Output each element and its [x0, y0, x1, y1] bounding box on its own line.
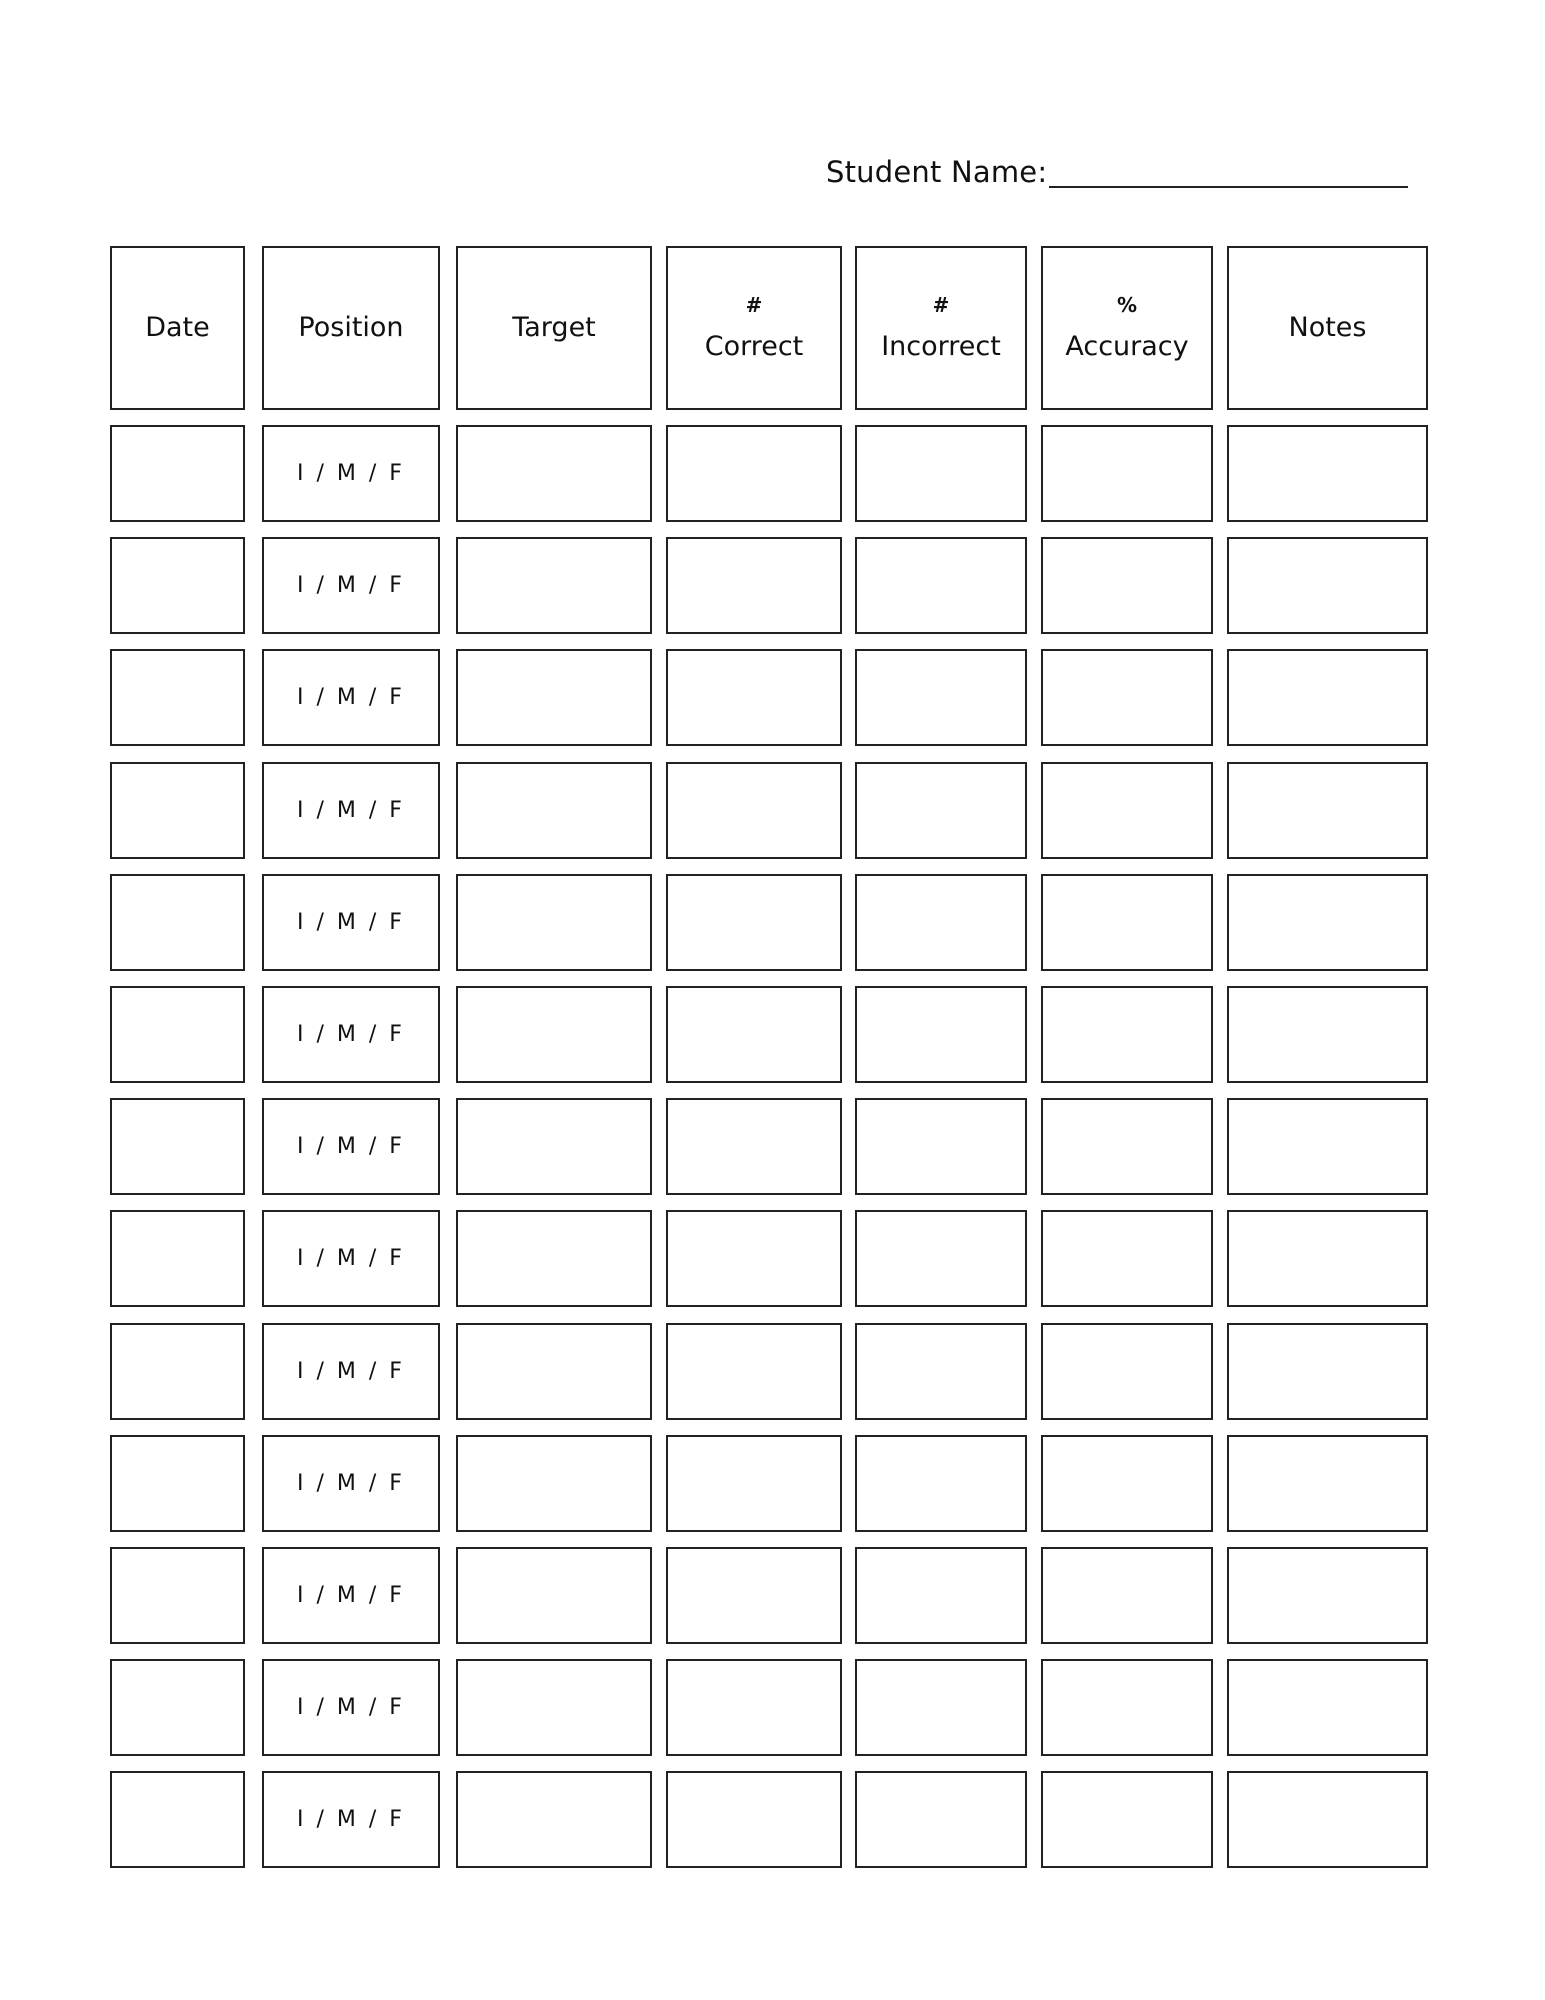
cell-incorrect[interactable] [855, 537, 1027, 634]
cell-date[interactable] [110, 1435, 245, 1532]
cell-date[interactable] [110, 762, 245, 859]
cell-notes[interactable] [1227, 1435, 1428, 1532]
header-accuracy [1041, 246, 1213, 410]
cell-accuracy[interactable] [1041, 537, 1213, 634]
cell-date[interactable] [110, 537, 245, 634]
cell-target[interactable] [456, 986, 652, 1083]
cell-target[interactable] [456, 537, 652, 634]
cell-date[interactable] [110, 1659, 245, 1756]
cell-accuracy[interactable] [1041, 874, 1213, 971]
position-options: I / M / F [297, 685, 405, 710]
cell-accuracy[interactable] [1041, 986, 1213, 1083]
cell-notes[interactable] [1227, 649, 1428, 746]
cell-date[interactable] [110, 986, 245, 1083]
cell-accuracy[interactable] [1041, 1323, 1213, 1420]
header-correct-symbol: # [745, 292, 763, 317]
student-name-label: Student Name: [826, 155, 1048, 189]
cell-position[interactable] [262, 425, 440, 522]
cell-incorrect[interactable] [855, 1210, 1027, 1307]
position-options: I / M / F [297, 798, 405, 823]
cell-incorrect[interactable] [855, 1435, 1027, 1532]
cell-date[interactable] [110, 874, 245, 971]
cell-incorrect[interactable] [855, 874, 1027, 971]
position-options: I / M / F [297, 1471, 405, 1496]
cell-correct[interactable] [666, 425, 842, 522]
cell-target[interactable] [456, 1771, 652, 1868]
cell-incorrect[interactable] [855, 762, 1027, 859]
cell-correct[interactable] [666, 1435, 842, 1532]
cell-correct[interactable] [666, 1771, 842, 1868]
cell-incorrect[interactable] [855, 649, 1027, 746]
position-options: I / M / F [297, 1022, 405, 1047]
cell-notes[interactable] [1227, 1659, 1428, 1756]
position-options: I / M / F [297, 1695, 405, 1720]
position-options: I / M / F [297, 461, 405, 486]
cell-correct[interactable] [666, 1210, 842, 1307]
cell-date[interactable] [110, 1210, 245, 1307]
cell-notes[interactable] [1227, 1210, 1428, 1307]
cell-position[interactable] [262, 1098, 440, 1195]
header-position [262, 246, 440, 410]
position-options: I / M / F [297, 1359, 405, 1384]
cell-date[interactable] [110, 1547, 245, 1644]
cell-position[interactable] [262, 1210, 440, 1307]
position-options: I / M / F [297, 1134, 405, 1159]
cell-date[interactable] [110, 649, 245, 746]
cell-notes[interactable] [1227, 1323, 1428, 1420]
cell-correct[interactable] [666, 649, 842, 746]
cell-incorrect[interactable] [855, 425, 1027, 522]
cell-position[interactable] [262, 1771, 440, 1868]
header-correct [666, 246, 842, 410]
cell-notes[interactable] [1227, 986, 1428, 1083]
position-options: I / M / F [297, 1807, 405, 1832]
header-incorrect-symbol: # [932, 292, 950, 317]
cell-position[interactable] [262, 1323, 440, 1420]
cell-date[interactable] [110, 425, 245, 522]
cell-incorrect[interactable] [855, 1771, 1027, 1868]
header-accuracy-label: Accuracy [1065, 330, 1189, 362]
cell-target[interactable] [456, 1323, 652, 1420]
cell-position[interactable] [262, 1547, 440, 1644]
cell-accuracy[interactable] [1041, 1435, 1213, 1532]
cell-notes[interactable] [1227, 762, 1428, 859]
cell-notes[interactable] [1227, 1771, 1428, 1868]
cell-position[interactable] [262, 649, 440, 746]
cell-accuracy[interactable] [1041, 1771, 1213, 1868]
cell-notes[interactable] [1227, 537, 1428, 634]
cell-accuracy[interactable] [1041, 425, 1213, 522]
cell-date[interactable] [110, 1098, 245, 1195]
student-name-input-line[interactable] [1049, 186, 1408, 188]
cell-target[interactable] [456, 1098, 652, 1195]
cell-position[interactable] [262, 762, 440, 859]
cell-notes[interactable] [1227, 1547, 1428, 1644]
header-date [110, 246, 245, 410]
cell-target[interactable] [456, 425, 652, 522]
cell-date[interactable] [110, 1771, 245, 1868]
cell-target[interactable] [456, 762, 652, 859]
cell-accuracy[interactable] [1041, 1547, 1213, 1644]
cell-target[interactable] [456, 1659, 652, 1756]
cell-incorrect[interactable] [855, 986, 1027, 1083]
cell-incorrect[interactable] [855, 1098, 1027, 1195]
cell-accuracy[interactable] [1041, 1659, 1213, 1756]
cell-target[interactable] [456, 1547, 652, 1644]
cell-target[interactable] [456, 1435, 652, 1532]
position-options: I / M / F [297, 1246, 405, 1271]
cell-notes[interactable] [1227, 1098, 1428, 1195]
cell-correct[interactable] [666, 1098, 842, 1195]
cell-date[interactable] [110, 1323, 245, 1420]
cell-position[interactable] [262, 1435, 440, 1532]
position-options: I / M / F [297, 910, 405, 935]
cell-correct[interactable] [666, 986, 842, 1083]
cell-incorrect[interactable] [855, 1323, 1027, 1420]
cell-correct[interactable] [666, 1547, 842, 1644]
header-date-label: Date [145, 311, 210, 343]
cell-correct[interactable] [666, 1323, 842, 1420]
cell-target[interactable] [456, 649, 652, 746]
cell-accuracy[interactable] [1041, 762, 1213, 859]
student-name-field [826, 152, 1047, 192]
cell-notes[interactable] [1227, 425, 1428, 522]
cell-position[interactable] [262, 537, 440, 634]
cell-incorrect[interactable] [855, 1547, 1027, 1644]
header-target [456, 246, 652, 410]
header-notes-label: Notes [1288, 311, 1367, 343]
cell-accuracy[interactable] [1041, 1098, 1213, 1195]
cell-position[interactable] [262, 874, 440, 971]
header-incorrect [855, 246, 1027, 410]
cell-target[interactable] [456, 874, 652, 971]
cell-accuracy[interactable] [1041, 1210, 1213, 1307]
header-incorrect-label: Incorrect [881, 330, 1001, 362]
header-notes [1227, 246, 1428, 410]
cell-position[interactable] [262, 1659, 440, 1756]
cell-correct[interactable] [666, 874, 842, 971]
cell-correct[interactable] [666, 537, 842, 634]
cell-accuracy[interactable] [1041, 649, 1213, 746]
cell-correct[interactable] [666, 1659, 842, 1756]
cell-incorrect[interactable] [855, 1659, 1027, 1756]
header-accuracy-symbol: % [1116, 292, 1138, 317]
header-correct-label: Correct [704, 330, 804, 362]
cell-notes[interactable] [1227, 874, 1428, 971]
cell-position[interactable] [262, 986, 440, 1083]
cell-correct[interactable] [666, 762, 842, 859]
header-target-label: Target [512, 311, 596, 343]
position-options: I / M / F [297, 573, 405, 598]
cell-target[interactable] [456, 1210, 652, 1307]
header-position-label: Position [298, 311, 404, 343]
position-options: I / M / F [297, 1583, 405, 1608]
